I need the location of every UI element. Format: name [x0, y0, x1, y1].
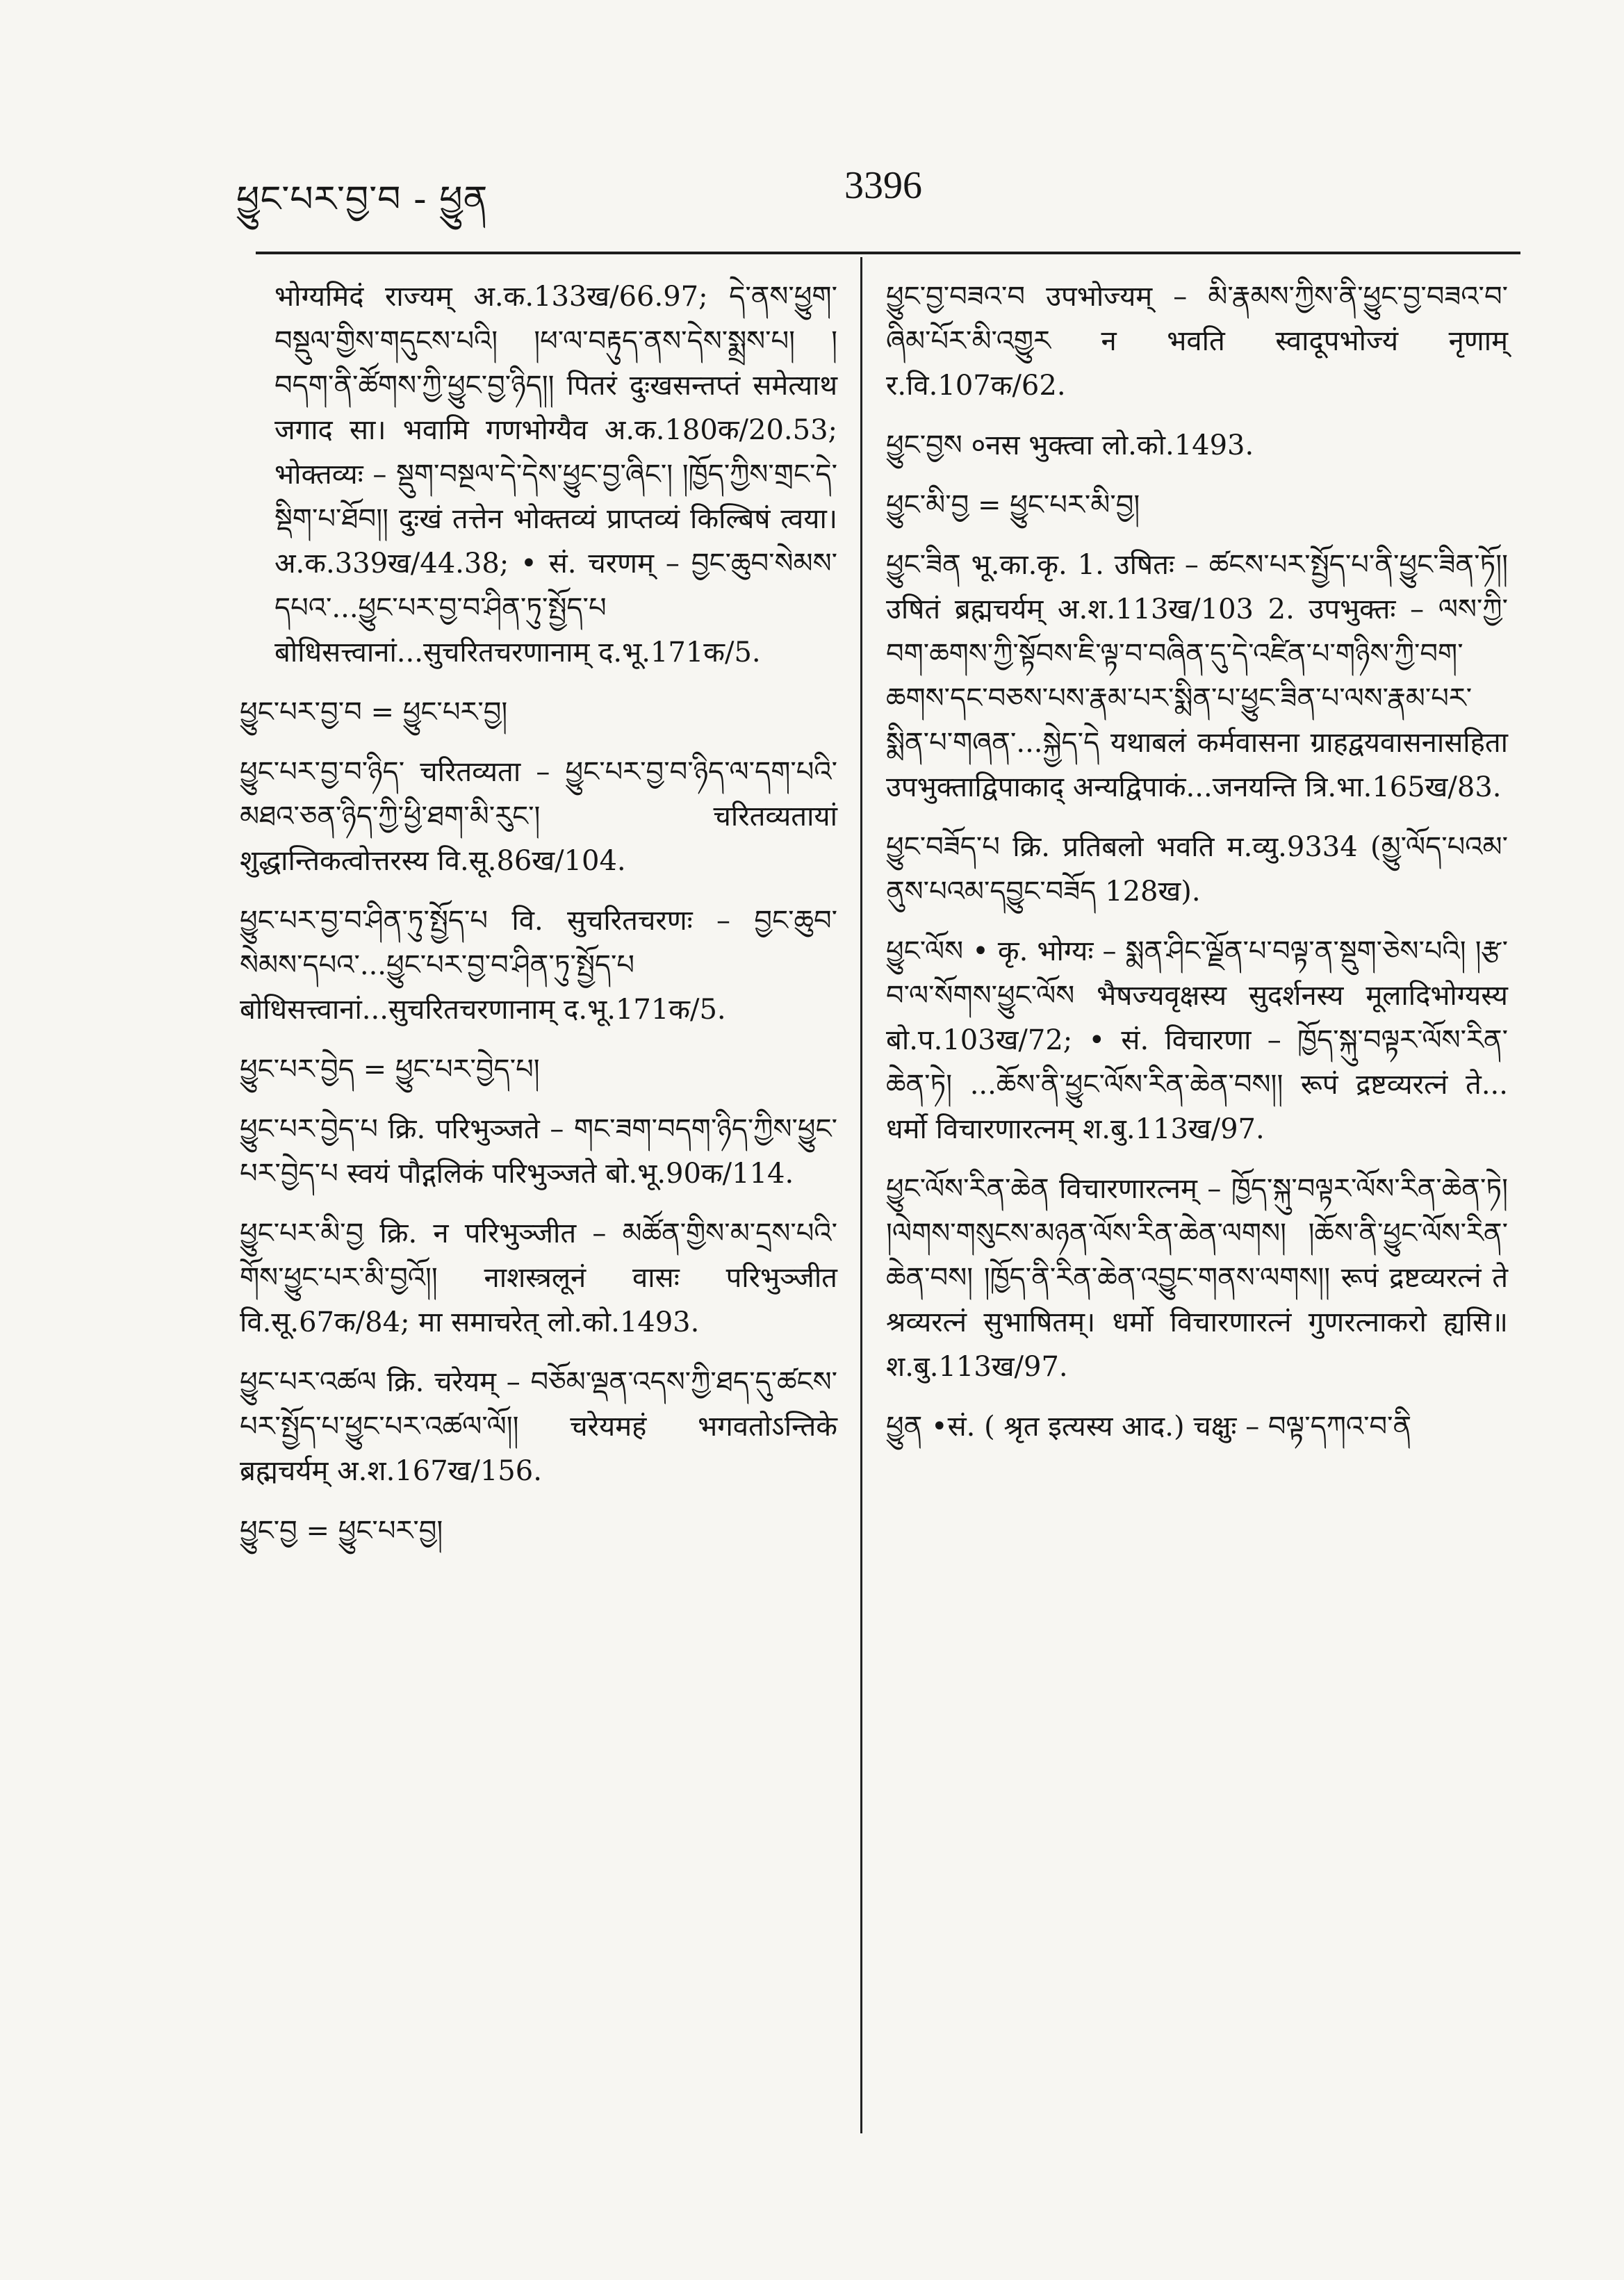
column-divider: [860, 257, 862, 2133]
page-number: 3396: [844, 164, 922, 207]
entry: ཕྱུང་བཟོད་པ क्रि. प्रतिबलो भवति म.व्यु.9334 (མྱུ་ལོད་པའམ་ནུས་པའམ་དབྱུང་བཟོད 128ख).: [886, 831, 1508, 908]
left-column: [240, 274, 837, 1568]
entry: ཕྱུན •सं. ( श्रृत इत्यस्य आद.) चक्षुः – བལྟ་དཀའ་བ་ནི: [886, 1411, 1412, 1443]
entry: ཕྱུང་ལོས • कृ. भोग्यः – སྨན་ཤིང་ལྗོན་པ་བལྟ་ན་སྡུག་ཅེས་པའི། །རྩ་བ་ལ་སོགས་ཕྱུང་ལོས भैषज्यवृक्षस्य सुदर्शनस्य मूलादिभोग्यस्य बो.प.103ख/72; • सं. विचारणा – ཁྱོད་སྐུ་བལྟར་ལོས་རིན་ཆེན་ཏེ། ...ཆོས་ནི་ཕྱུང་ལོས་རིན་ཆེན་བས།། रूपं द्रष्टव्यरत्नं ते... धर्मो विचारणारत्नम् श.बु.113ख/97.: [886, 935, 1508, 1145]
entry: ཕྱུང་མི་བྱ = ཕྱུང་པར་མི་བྱ།: [886, 489, 1140, 521]
entry: ཕྱུང་པར་འཚལ क्रि. चरेयम् – བཅོམ་ལྡན་འདས་ཀྱི་ཐད་དུ་ཚངས་པར་སྤྱོད་པ་ཕྱུང་པར་འཚལ་ལོ།། चरेयमहं भगवतोऽन्तिके ब्रह्मचर्यम् अ.श.167ख/156.: [240, 1366, 837, 1487]
page-header: [0, 149, 1624, 220]
entry: ཕྱུང་བྱས ०नस भुक्त्वा लो.को.1493.: [886, 429, 1254, 461]
entry: ཕྱུང་བྱ་བཟའ་བ उपभोज्यम् – མི་རྣམས་ཀྱིས་ནི་ཕྱུང་བྱ་བཟའ་བ་ཞིམ་པོར་མི་འགྱུར न भवति स्वादूपभोज्यं नृणाम् र.वि.107क/62.: [886, 281, 1508, 402]
right-column: [886, 274, 1508, 1464]
entry: ཕྱུང་པར་བྱ་བ་ཤིན་ཏུ་སྤྱོད་པ वि. सुचरितचरणः – བྱང་ཆུབ་སེམས་དཔའ་...ཕྱུང་པར་བྱ་བ་ཤིན་ཏུ་སྤྱོད་པ बोधिसत्त्वानां...सुचरितचरणानाम् द.भू.171क/5.: [240, 905, 837, 1026]
entry: ཕྱུང་པར་མི་བྱ क्रि. न परिभुञ्जीत – མཚོན་གྱིས་མ་དྲས་པའི་གོས་ཕྱུང་པར་མི་བྱའོ།། नाशस्त्रलूनं वासः परिभुञ्जीत वि.सू.67क/84; मा समाचरेत् लो.को.1493.: [240, 1217, 837, 1338]
entry: ཕྱུང་ལོས་རིན་ཆེན विचारणारत्नम् – ཁྱོད་སྐུ་བལྟར་ལོས་རིན་ཆེན་ཏེ། །ལེགས་གསུངས་མཉན་ལོས་རིན་ཆེན་ལགས། །ཆོས་ནི་ཕྱུང་ལོས་རིན་ཆེན་བས། །ཁྱོད་ནི་རིན་ཆེན་འབྱུང་གནས་ལགས།། रूपं द्रष्टव्यरत्नं ते श्रव्यरत्नं सुभाषितम्। धर्मो विचारणारत्नं गुणरत्नाकरो ह्यसि॥ श.बु.113ख/97.: [886, 1173, 1508, 1383]
entry: ཕྱུང་པར་བྱེད་པ क्रि. परिभुञ्जते – གང་ཟག་བདག་ཉིད་ཀྱིས་ཕྱུང་པར་བྱེད་པ स्वयं पौद्गलिकं परिभुञ्जते बो.भू.90क/114.: [240, 1113, 837, 1190]
entry: ཕྱུང་པར་བྱ་བ་ཉིད་ चरितव्यता – ཕྱུང་པར་བྱ་བ་ཉིད་ལ་དག་པའི་མཐའ་ཅན་ཉིད་ཀྱི་ཕྱི་ཐག་མི་རུང་། चरितव्यतायां शुद्धान्तिकत्वोत्तरस्य वि.सू.86ख/104.: [240, 756, 837, 877]
entry: भोग्यमिदं राज्यम् अ.क.133ख/66.97; དེ་ནས་ཕྱུག་བསྡུལ་གྱིས་གདུངས་པའི། །ཕ་ལ་བརྟུད་ནས་དེས་སྨྲས་པ། །བདག་ནི་ཚོགས་ཀྱི་ཕྱུང་བྱ་ཉིད།། पितरं दुःखसन्तप्तं समेत्याथ जगाद सा। भवामि गणभोग्यैव अ.क.180क/20.53; भोक्तव्यः – སྡུག་བསྔལ་དེ་དེས་ཕྱུང་བྱ་ཞིང་། །ཁྱོད་ཀྱིས་གྲང་དེ་སྡིག་པ་ཐོབ།། दुःखं तत्तेन भोक्तव्यं प्राप्तव्यं किल्बिषं त्वया। अ.क.339ख/44.38; • सं. चरणम् – བྱང་ཆུབ་སེམས་དཔའ་...ཕྱུང་པར་བྱ་བ་ཤིན་ཏུ་སྤྱོད་པ बोधिसत्त्वानां...सुचरितचरणानाम् द.भू.171क/5.: [274, 281, 837, 669]
entry: ཕྱུང་པར་བྱེད = ཕྱུང་པར་བྱེད་པ།: [240, 1053, 540, 1085]
entry: ཕྱུང་བྱ = ཕྱུང་པར་བྱ།: [240, 1515, 443, 1547]
running-head: ཕྱུང་པར་བྱ་བ - ཕྱུན: [236, 179, 489, 220]
entry: ཕྱུང་ཟིན भू.का.कृ. 1. उषितः – ཚངས་པར་སྤྱོད་པ་ནི་ཕྱུང་ཟིན་ཏོ།། उषितं ब्रह्मचर्यम् अ.श.113ख/103 2. उपभुक्तः – ལས་ཀྱི་བག་ཆགས་ཀྱི་སྟོབས་ཇི་ལྟ་བ་བཞིན་དུ་དེ་འཛིན་པ་གཉིས་ཀྱི་བག་ཆགས་དང་བཅས་པས་རྣམ་པར་སྨིན་པ་ཕྱུང་ཟིན་པ་ལས་རྣམ་པར་སྨིན་པ་གཞན་...སྐྱེད་དེ यथाबलं कर्मवासना ग्राहद्वयवासनासहिता उपभुक्ताद्विपाकाद् अन्यद्विपाकं...जनयन्ति त्रि.भा.165ख/83.: [886, 549, 1508, 803]
entry: ཕྱུང་པར་བྱ་བ = ཕྱུང་པར་བྱ།: [240, 696, 508, 728]
header-rule: [256, 252, 1520, 254]
